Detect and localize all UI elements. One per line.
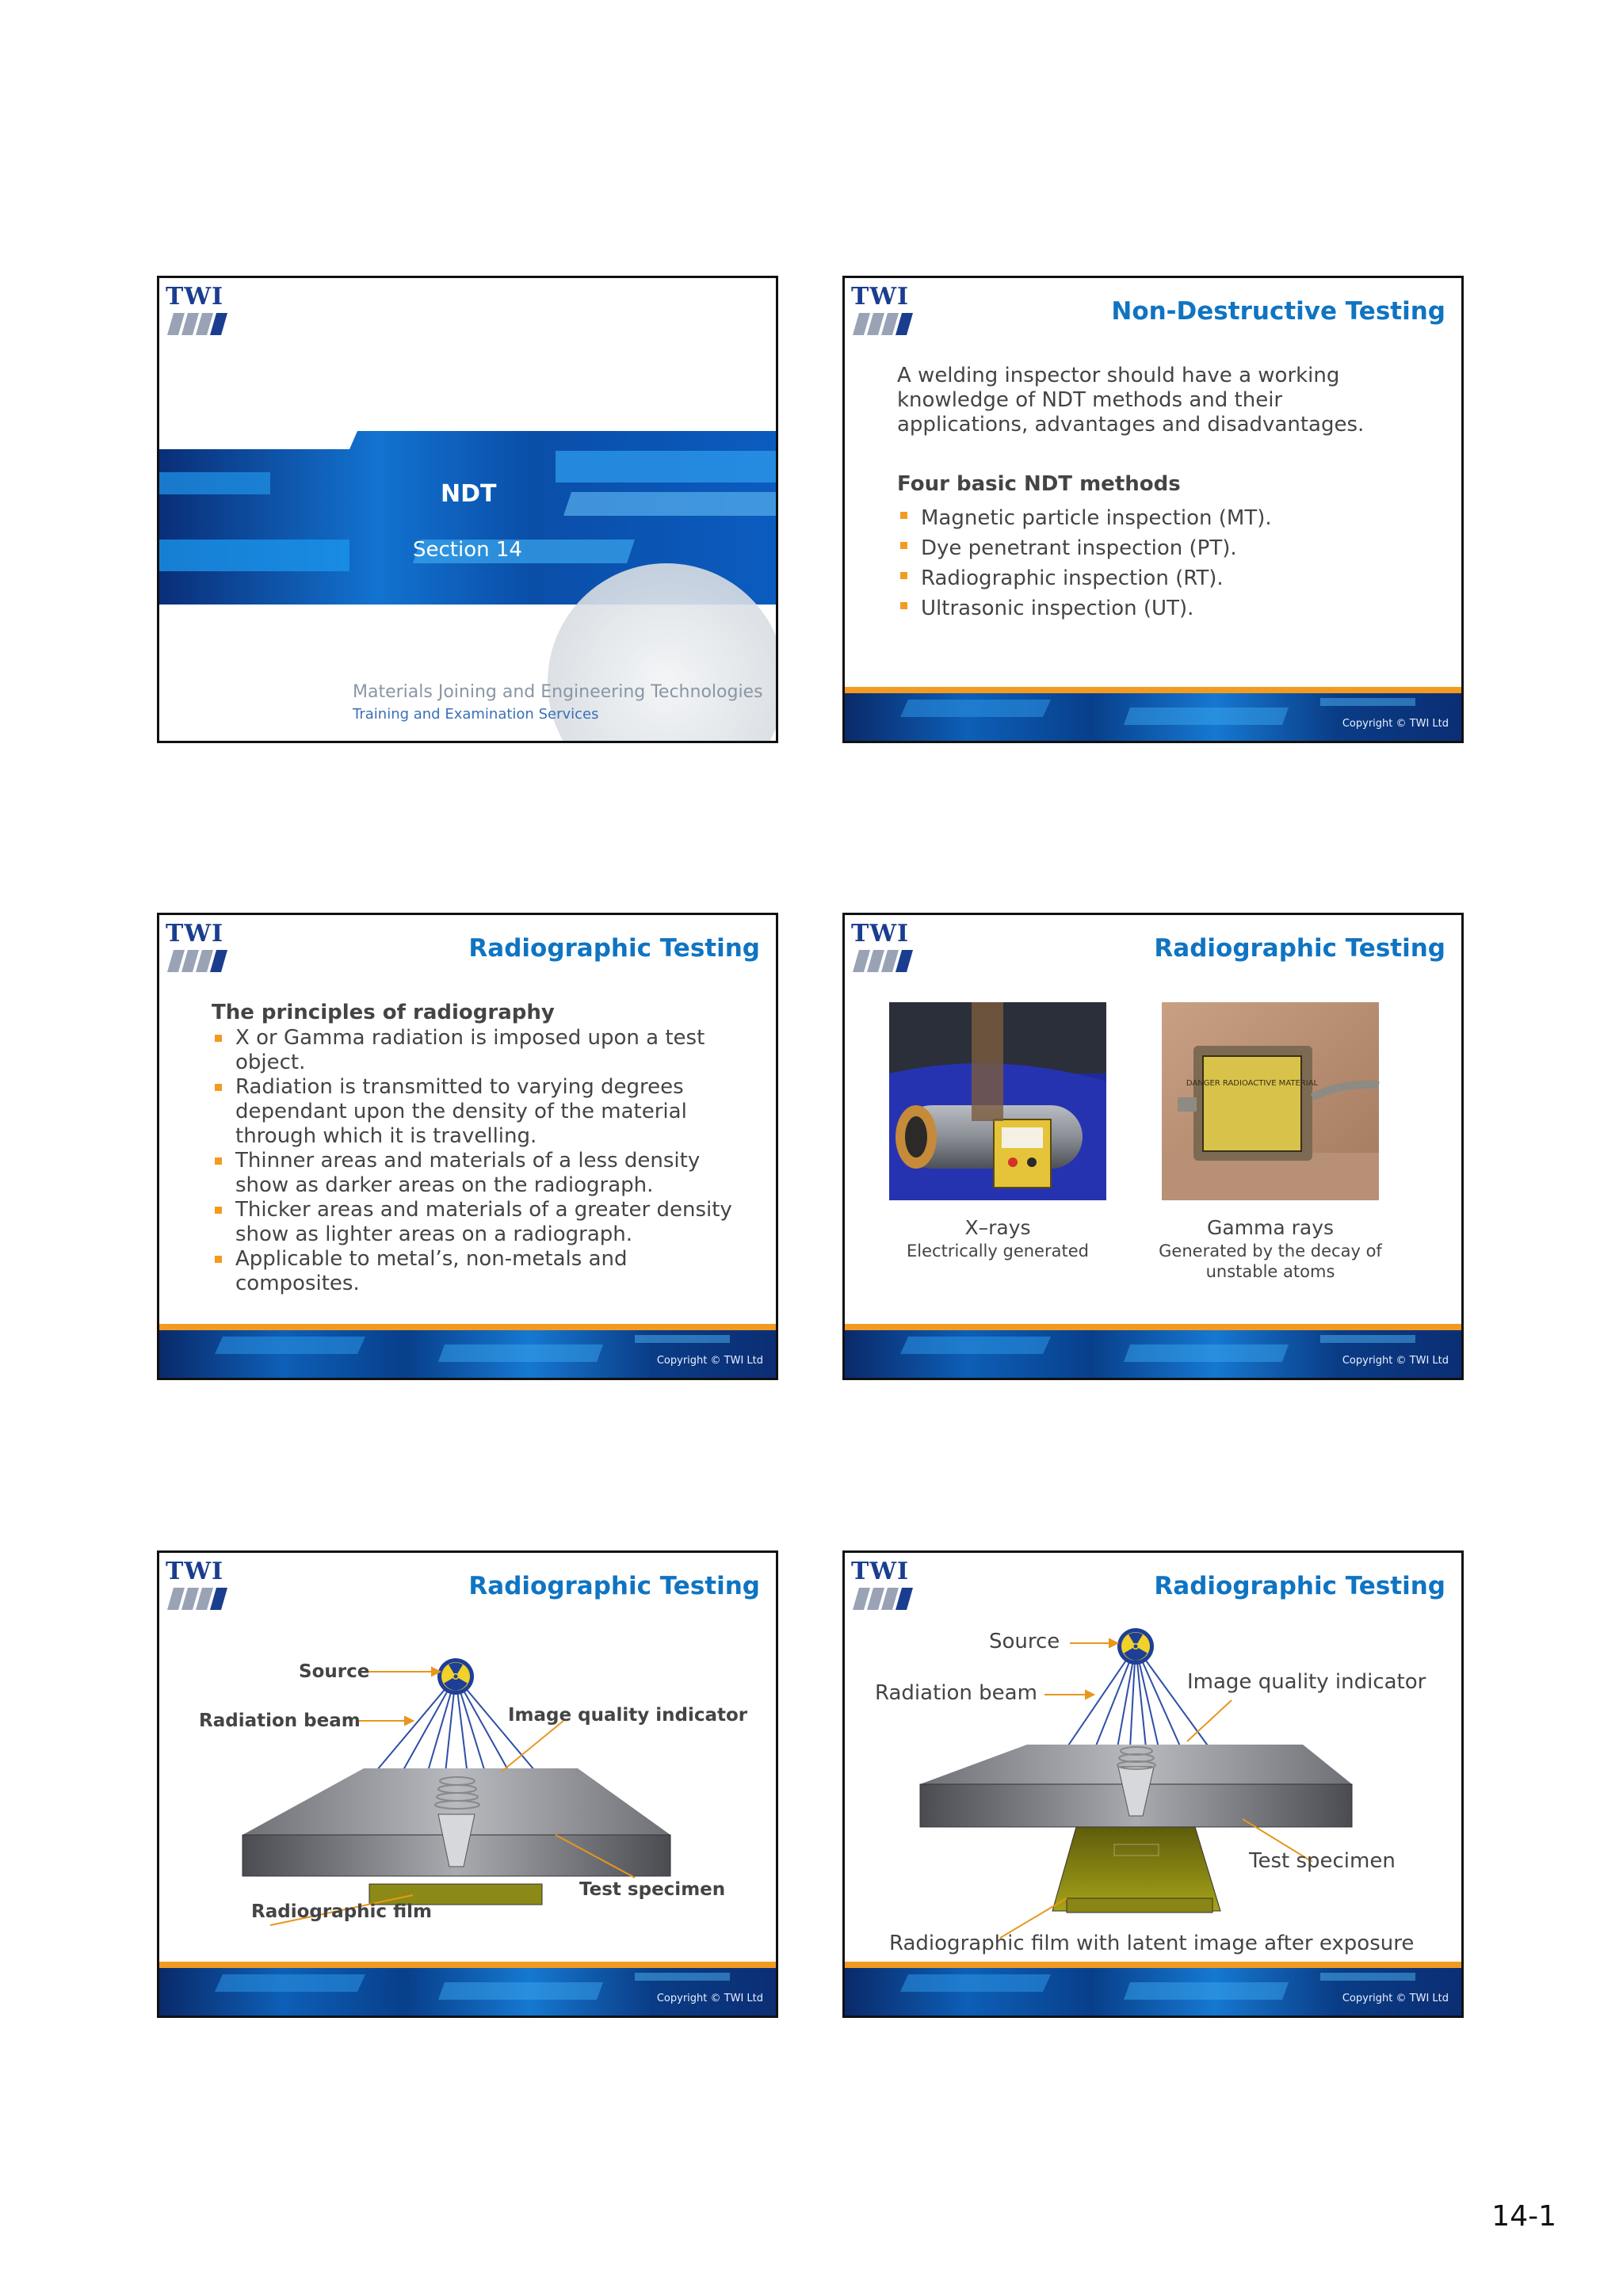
list-item: Radiation is transmitted to varying degrees dependant upon the density of the material through which it is travelling. xyxy=(212,1075,743,1149)
gamma-subcaption-1: Generated by the decay of xyxy=(1159,1241,1382,1261)
list-item: Thinner areas and materials of a less density show as darker areas on the radiograph. xyxy=(212,1149,743,1198)
list-item: Applicable to metal’s, non-metals and composites. xyxy=(212,1247,743,1296)
slide-6 xyxy=(842,1550,1464,2018)
source-label: Source xyxy=(299,1661,370,1682)
principles-list xyxy=(212,1026,743,1296)
twi-logo-text: TWI xyxy=(166,283,224,311)
tagline-1: Materials Joining and Engineering Technologies xyxy=(353,682,763,702)
twi-logo-text: TWI xyxy=(851,283,910,311)
x-ray-subcaption: Electrically generated xyxy=(907,1241,1089,1261)
radiation-source-icon xyxy=(437,1658,474,1695)
radiographic-film-label: Radiographic film xyxy=(251,1901,432,1922)
methods-list xyxy=(897,503,1420,624)
slide-title: Non-Destructive Testing xyxy=(1111,297,1445,326)
radiation-beam-label: Radiation beam xyxy=(875,1681,1037,1705)
list-item: X or Gamma radiation is imposed upon a test object. xyxy=(212,1026,743,1075)
slide-footer xyxy=(159,1962,776,2016)
source-label: Source xyxy=(989,1630,1060,1653)
twi-logo xyxy=(166,921,227,974)
slide-subtitle: Section 14 xyxy=(413,538,522,562)
methods-heading: Four basic NDT methods xyxy=(897,472,1181,496)
list-item: Dye penetrant inspection (PT). xyxy=(897,533,1420,563)
container-warning-label: DANGER RADIOACTIVE MATERIAL xyxy=(1186,1079,1319,1088)
slide-title: Radiographic Testing xyxy=(468,1572,760,1600)
copyright-text: Copyright © TWI Ltd xyxy=(656,1355,763,1367)
gamma-ray-container-photo xyxy=(1162,1002,1379,1200)
radiography-photos xyxy=(845,915,1464,1380)
slide-footer xyxy=(159,1324,776,1378)
copyright-text: Copyright © TWI Ltd xyxy=(656,1993,763,2004)
title-banner-graphic xyxy=(159,278,778,743)
slide-1 xyxy=(157,276,778,743)
slide-2 xyxy=(842,276,1464,743)
radiation-source-icon xyxy=(1117,1628,1154,1665)
slide-3 xyxy=(157,913,778,1380)
slide-title: Radiographic Testing xyxy=(1154,934,1445,963)
slide-4 xyxy=(842,913,1464,1380)
principles-heading: The principles of radiography xyxy=(212,1001,555,1024)
slide-footer xyxy=(845,687,1461,741)
iqi-label: Image quality indicator xyxy=(1187,1670,1426,1694)
slide-title-ndt: NDT xyxy=(441,480,497,508)
test-specimen-label: Test specimen xyxy=(1249,1849,1396,1873)
twi-logo xyxy=(851,284,913,337)
list-item: Thicker areas and materials of a greater density show as lighter areas on a radiograph. xyxy=(212,1198,743,1247)
radiographic-film-label: Radiographic film with latent image after exposure xyxy=(889,1932,1415,1955)
twi-logo-text: TWI xyxy=(166,1558,224,1585)
twi-logo-bars-icon xyxy=(853,313,913,337)
gamma-subcaption-2: unstable atoms xyxy=(1205,1262,1335,1281)
radiation-beam-label: Radiation beam xyxy=(199,1711,361,1731)
twi-logo-text: TWI xyxy=(166,920,224,948)
copyright-text: Copyright © TWI Ltd xyxy=(1342,718,1449,730)
radiography-setup-diagram xyxy=(159,1553,778,2018)
slide-title: Radiographic Testing xyxy=(468,934,760,963)
list-item: Magnetic particle inspection (MT). xyxy=(897,503,1420,533)
page-number: 14-1 xyxy=(1491,2200,1556,2233)
iqi-label: Image quality indicator xyxy=(508,1705,748,1726)
x-ray-caption: X–rays xyxy=(964,1216,1031,1239)
twi-logo-text: TWI xyxy=(851,1558,910,1585)
slide-5 xyxy=(157,1550,778,2018)
list-item: Radiographic inspection (RT). xyxy=(897,563,1420,593)
slide-title: Radiographic Testing xyxy=(1154,1572,1445,1600)
slide-footer xyxy=(845,1324,1461,1378)
list-item: Ultrasonic inspection (UT). xyxy=(897,593,1420,624)
test-specimen-label: Test specimen xyxy=(579,1879,726,1900)
copyright-text: Copyright © TWI Ltd xyxy=(1342,1993,1449,2004)
gamma-caption: Gamma rays xyxy=(1206,1216,1335,1239)
intro-text: A welding inspector should have a working knowledge of NDT methods and their applications, advantages and disadvantages. xyxy=(897,364,1365,437)
x-ray-equipment-photo xyxy=(889,1002,1106,1200)
twi-logo-text: TWI xyxy=(851,920,910,948)
tagline-2: Training and Examination Services xyxy=(353,706,599,723)
twi-logo-bars-icon xyxy=(167,950,227,974)
slide-footer xyxy=(845,1962,1461,2016)
copyright-text: Copyright © TWI Ltd xyxy=(1342,1355,1449,1367)
